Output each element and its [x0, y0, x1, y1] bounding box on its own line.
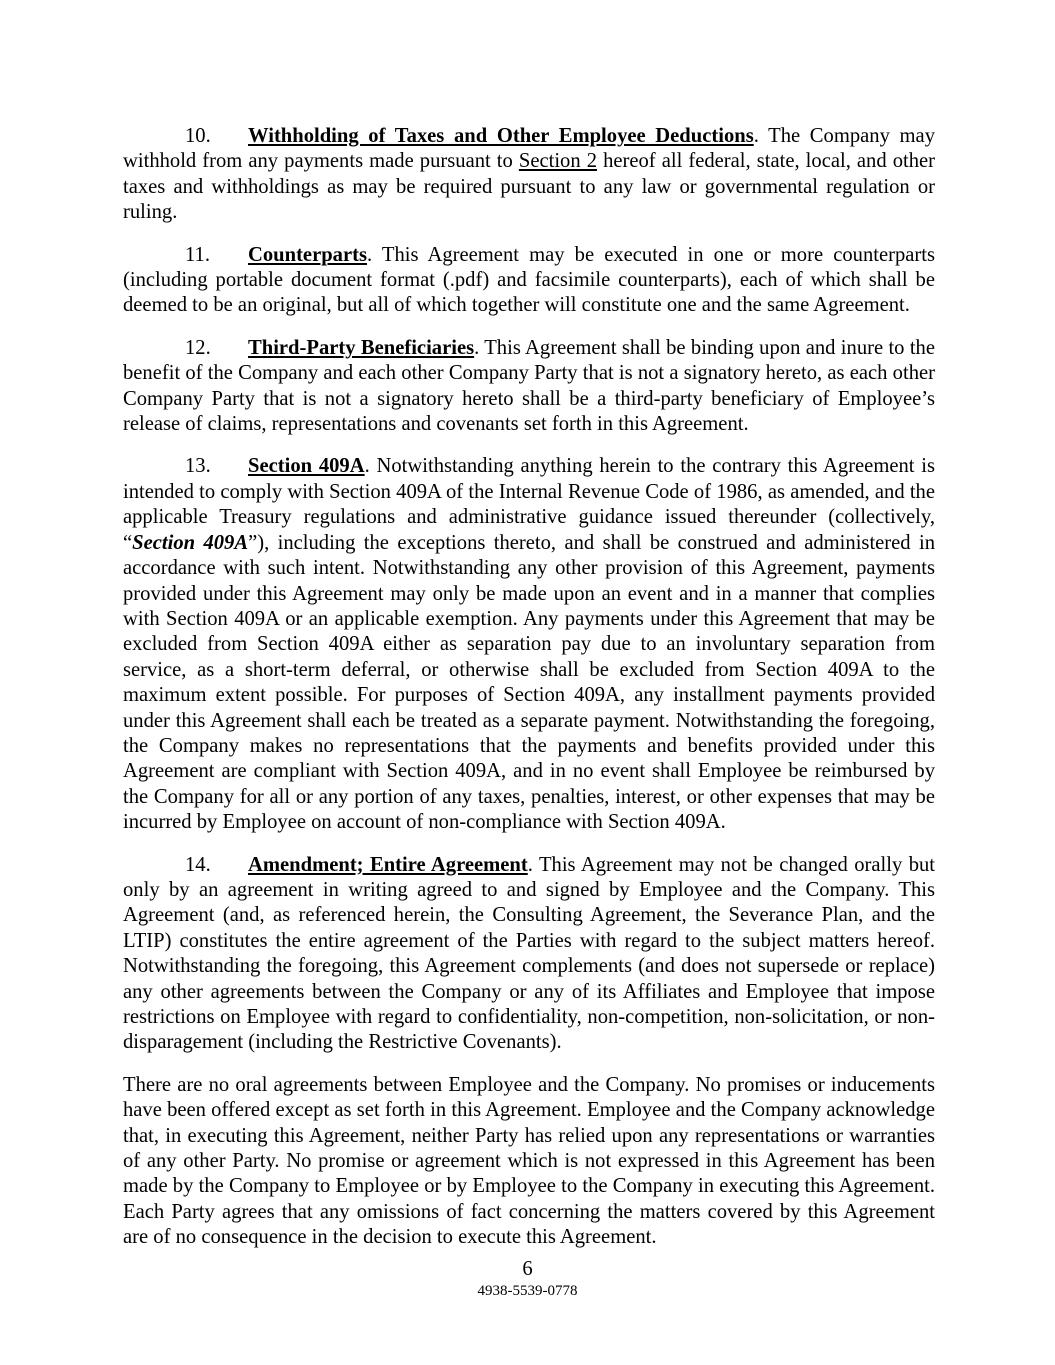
page-number: 6: [522, 1258, 533, 1280]
section-409a-defined-term: Section 409A: [132, 531, 249, 554]
closing-paragraph-text: There are no oral agreements between Employee and the Company. No promises or inducements have been offered except as set forth in this Agreement. Employee and the Company acknowledge that, in executing this Agreement, neither Party has relied upon any representations or warranties of any other Party. No promise or agreement which is not expressed in this Agreement has been made by the Company to Employee or by Employee to the Company in executing this Agreement. Each Party agrees that any omissions of fact concerning the matters covered by this Agreement are of no consequence in the decision to execute this Agreement.: [123, 1073, 935, 1249]
section-11-heading: Counterparts: [248, 243, 367, 266]
section-11-number: 11.: [185, 243, 210, 266]
section-14-paragraph: [123, 853, 935, 1056]
page-footer: [0, 1256, 1055, 1301]
closing-paragraph: [123, 1073, 935, 1251]
section-12-paragraph: [123, 336, 935, 438]
section-14-text: . This Agreement may not be changed orally but only by an agreement in writing agreed to and signed by Employee and the Company. This Agreement (and, as referenced herein, the Consulting Agreement, the Severance Plan, and the LTIP) constitutes the entire agreement of the Parties with regard to the subject matters hereof. Notwithstanding the foregoing, this Agreement complements (and does not supersede or replace) any other agreements between the Company or any of its Affiliates and Employee that impose restrictions on Employee with regard to confidentiality, non-competition, non-solicitation, or non-disparagement (including the Restrictive Covenants).: [123, 853, 936, 1054]
section-12-number: 12.: [185, 336, 211, 359]
document-body: [123, 124, 935, 1268]
section-13-text: . Notwithstanding anything herein to the contrary this Agreement is intended to comply with Section 409A of the Internal Revenue Code of 1986, as amended, and the applicable Treasury regulations and administrative guidance issued thereunder (collectively, “: [123, 455, 935, 554]
section-11-paragraph: [123, 243, 935, 319]
section-13-number: 13.: [185, 455, 211, 478]
section-2-cross-reference: Section 2: [518, 150, 598, 173]
section-13-heading: Section 409A: [248, 455, 365, 478]
section-11-text: . This Agreement may be executed in one or more counterparts (including portable document format (.pdf) and facsimile counterparts), each of which shall be deemed to be an original, but all of which together will constitute one and the same Agreement.: [123, 243, 935, 317]
section-14-heading: Amendment; Entire Agreement: [248, 853, 528, 876]
document-id-stamp: 4938-5539-0778: [477, 1283, 578, 1299]
section-14-number: 14.: [185, 853, 211, 876]
section-10-paragraph: [123, 124, 935, 226]
section-12-heading: Third-Party Beneficiaries: [248, 336, 475, 359]
section-12-text: . This Agreement shall be binding upon and inure to the benefit of the Company and each other Company Party that is not a signatory hereto, as each other Company Party that is not a signatory hereto shall be a third-party beneficiary of Employee’s release of claims, representations and covenants set forth in this Agreement.: [123, 336, 935, 436]
section-10-text-cont: hereof all federal, state, local, and other taxes and withholdings as may be required pursuant to any law or governmental regulation or ruling.: [123, 150, 936, 224]
section-10-number: 10.: [185, 125, 211, 147]
section-10-heading: Withholding of Taxes and Other Employee Deductions: [248, 125, 754, 147]
section-13-text-cont: ”), including the exceptions thereto, and shall be construed and administered in accordance with such intent. Notwithstanding any other provision of this Agreement, payments provided under this Agreement may only be made upon an event and in a manner that complies with Section 409A or an applicable exemption. Any payments under this Agreement that may be excluded from Section 409A either as separation pay due to an involuntary separation from service, as a short-term deferral, or otherwise shall be excluded from Section 409A to the maximum extent possible. For purposes of Section 409A, any installment payments provided under this Agreement shall each be treated as a separate payment. Notwithstanding the foregoing, the Company makes no representations that the payments and benefits provided under this Agreement are compliant with Section 409A, and in no event shall Employee be reimbursed by the Company for all or any portion of any taxes, penalties, interest, or other expenses that may be incurred by Employee on account of non-compliance with Section 409A.: [123, 531, 935, 834]
section-13-paragraph: [123, 454, 935, 835]
section-10-text: . The Company may withhold from any payments made pursuant to: [123, 125, 935, 173]
